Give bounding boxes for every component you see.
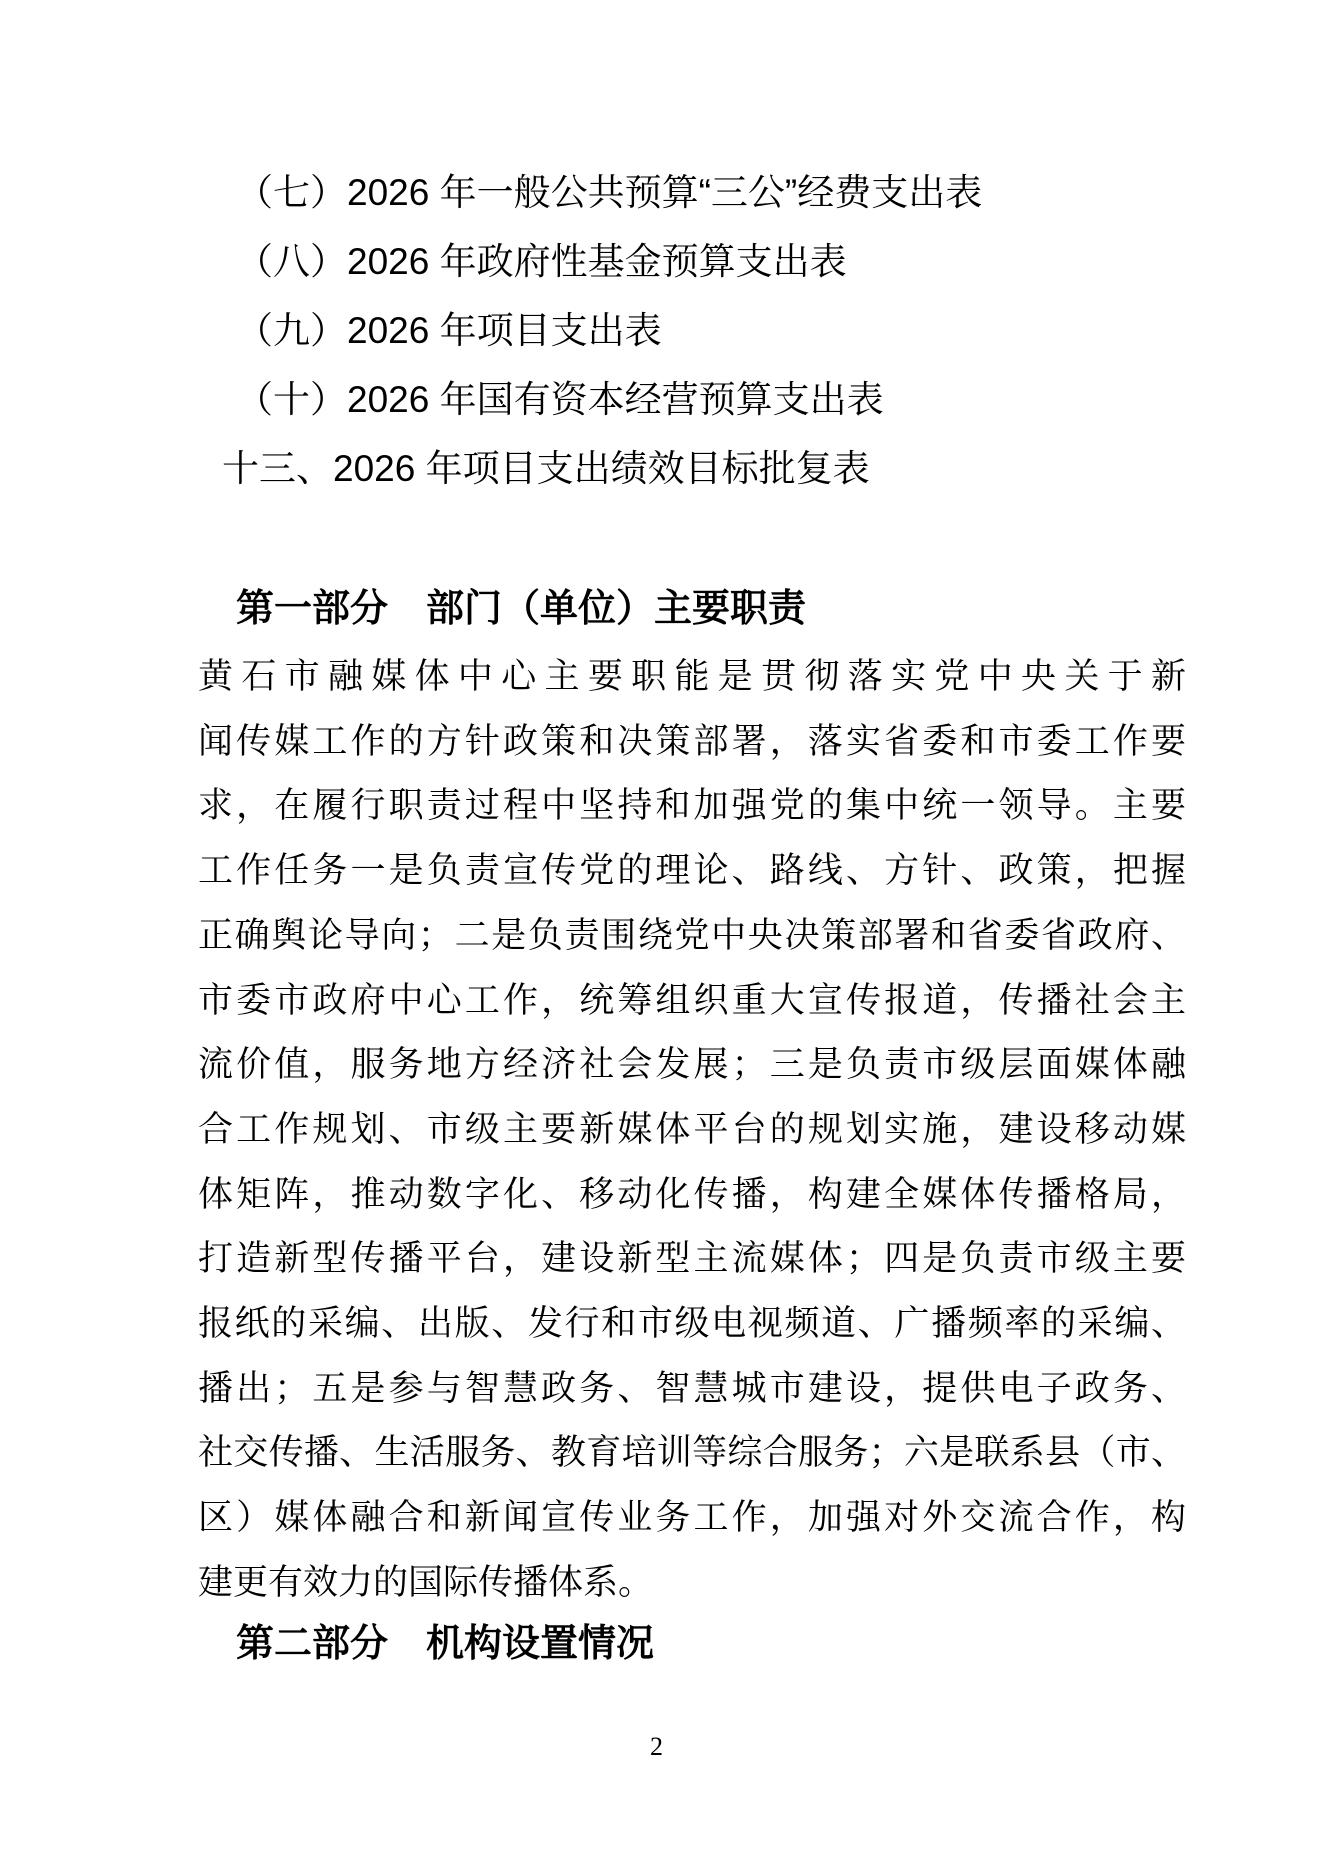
- toc-item: （九）2026 年项目支出表: [236, 310, 662, 351]
- section-1-heading: 第一部分 部门（单位）主要职责: [236, 588, 807, 630]
- toc-item: （十）2026 年国有资本经营预算支出表: [236, 379, 884, 420]
- paragraph-line: 打造新型传播平台，建设新型主流媒体；四是负责市级主要: [198, 1239, 1186, 1279]
- paragraph-line: 社交传播、生活服务、教育培训等综合服务；六是联系县（市、: [198, 1433, 1186, 1473]
- paragraph-line: 区）媒体融合和新闻宣传业务工作，加强对外交流合作，构: [198, 1498, 1186, 1538]
- toc-item: 十三、2026 年项目支出绩效目标批复表: [222, 448, 870, 489]
- paragraph-line: 市委市政府中心工作，统筹组织重大宣传报道，传播社会主: [198, 980, 1186, 1020]
- main-duties-paragraph: [198, 645, 1186, 1616]
- paragraph-line: 合工作规划、市级主要新媒体平台的规划实施，建设移动媒: [198, 1109, 1186, 1149]
- paragraph-line: 建更有效力的国际传播体系。: [198, 1562, 654, 1602]
- paragraph-line: 播出；五是参与智慧政务、智慧城市建设，提供电子政务、: [198, 1368, 1186, 1408]
- table-of-contents: [198, 158, 1186, 503]
- page-number: 2: [650, 1732, 663, 1761]
- paragraph-line: 黄石市融媒体中心主要职能是贯彻落实党中央关于新: [198, 657, 1186, 696]
- paragraph-line: 体矩阵，推动数字化、移动化传播，构建全媒体传播格局，: [198, 1174, 1186, 1214]
- section-2-heading: 第二部分 机构设置情况: [236, 1622, 655, 1665]
- toc-item: （七）2026 年一般公共预算“三公”经费支出表: [236, 172, 983, 213]
- paragraph-line: 工作任务一是负责宣传党的理论、路线、方针、政策，把握: [198, 851, 1186, 891]
- paragraph-line: 报纸的采编、出版、发行和市级电视频道、广播频率的采编、: [198, 1304, 1186, 1344]
- toc-item: （八）2026 年政府性基金预算支出表: [236, 241, 847, 282]
- paragraph-line: 闻传媒工作的方针政策和决策部署，落实省委和市委工作要: [198, 721, 1186, 761]
- paragraph-line: 求，在履行职责过程中坚持和加强党的集中统一领导。主要: [198, 786, 1186, 826]
- paragraph-line: 流价值，服务地方经济社会发展；三是负责市级层面媒体融: [198, 1045, 1186, 1085]
- paragraph-line: 正确舆论导向；二是负责围绕党中央决策部署和省委省政府、: [198, 915, 1186, 955]
